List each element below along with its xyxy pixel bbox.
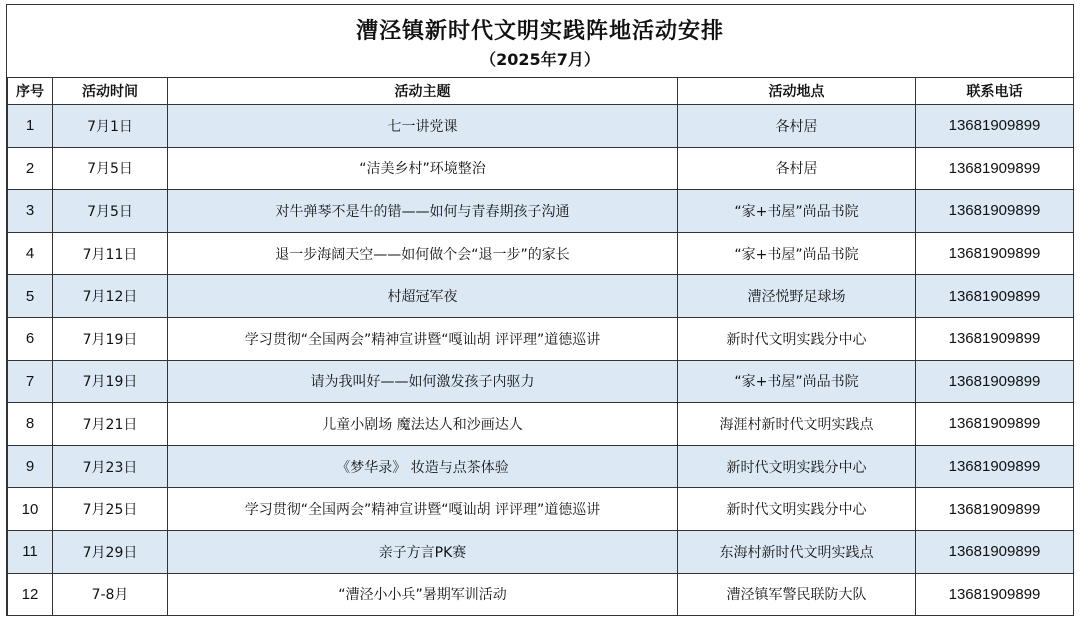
table-header-row bbox=[8, 78, 1074, 105]
row-date: 7月19日 bbox=[53, 360, 168, 403]
row-place: 东海村新时代文明实践点 bbox=[678, 530, 916, 573]
table-row bbox=[8, 488, 1074, 531]
header-date: 活动时间 bbox=[53, 78, 168, 105]
table-row bbox=[8, 445, 1074, 488]
row-no: 11 bbox=[8, 530, 53, 573]
row-date: 7月19日 bbox=[53, 317, 168, 360]
row-place: 新时代文明实践分中心 bbox=[678, 488, 916, 531]
row-no: 10 bbox=[8, 488, 53, 531]
row-phone: 13681909899 bbox=[916, 360, 1074, 403]
row-place: 各村居 bbox=[678, 105, 916, 148]
row-no: 7 bbox=[8, 360, 53, 403]
header-place: 活动地点 bbox=[678, 78, 916, 105]
header-topic: 活动主题 bbox=[168, 78, 678, 105]
table-row bbox=[8, 105, 1074, 148]
row-topic: 七一讲党课 bbox=[168, 105, 678, 148]
row-no: 1 bbox=[8, 105, 53, 148]
schedule-sheet bbox=[6, 4, 1074, 616]
row-no: 8 bbox=[8, 403, 53, 446]
row-no: 6 bbox=[8, 317, 53, 360]
row-date: 7-8月 bbox=[53, 573, 168, 616]
row-place: 漕泾镇军警民联防大队 bbox=[678, 573, 916, 616]
row-date: 7月23日 bbox=[53, 445, 168, 488]
row-date: 7月5日 bbox=[53, 190, 168, 233]
table-row bbox=[8, 147, 1074, 190]
row-topic: 退一步海阔天空——如何做个会“退一步”的家长 bbox=[168, 232, 678, 275]
row-date: 7月11日 bbox=[53, 232, 168, 275]
table-row bbox=[8, 232, 1074, 275]
page-title: 漕泾镇新时代文明实践阵地活动安排 bbox=[355, 19, 724, 44]
row-phone: 13681909899 bbox=[916, 488, 1074, 531]
table-row bbox=[8, 275, 1074, 318]
row-date: 7月25日 bbox=[53, 488, 168, 531]
row-topic: 儿童小剧场 魔法达人和沙画达人 bbox=[168, 403, 678, 446]
row-no: 9 bbox=[8, 445, 53, 488]
row-date: 7月21日 bbox=[53, 403, 168, 446]
row-place: 新时代文明实践分中心 bbox=[678, 445, 916, 488]
row-date: 7月5日 bbox=[53, 147, 168, 190]
row-phone: 13681909899 bbox=[916, 403, 1074, 446]
row-phone: 13681909899 bbox=[916, 530, 1074, 573]
row-topic: “漕泾小小兵”暑期军训活动 bbox=[168, 573, 678, 616]
row-phone: 13681909899 bbox=[916, 445, 1074, 488]
row-phone: 13681909899 bbox=[916, 147, 1074, 190]
row-phone: 13681909899 bbox=[916, 275, 1074, 318]
row-place: 海涯村新时代文明实践点 bbox=[678, 403, 916, 446]
table-row bbox=[8, 530, 1074, 573]
header-phone: 联系电话 bbox=[916, 78, 1074, 105]
schedule-table bbox=[7, 77, 1074, 616]
row-no: 4 bbox=[8, 232, 53, 275]
table-row bbox=[8, 573, 1074, 616]
row-place: 各村居 bbox=[678, 147, 916, 190]
row-topic: 学习贯彻“全国两会”精神宣讲暨“嘎讪胡 评评理”道德巡讲 bbox=[168, 317, 678, 360]
row-topic: 村超冠军夜 bbox=[168, 275, 678, 318]
row-no: 5 bbox=[8, 275, 53, 318]
row-place: 新时代文明实践分中心 bbox=[678, 317, 916, 360]
row-no: 3 bbox=[8, 190, 53, 233]
table-row bbox=[8, 190, 1074, 233]
row-phone: 13681909899 bbox=[916, 317, 1074, 360]
row-no: 12 bbox=[8, 573, 53, 616]
row-place: 漕泾悦野足球场 bbox=[678, 275, 916, 318]
table-row bbox=[8, 317, 1074, 360]
row-date: 7月1日 bbox=[53, 105, 168, 148]
row-topic: 亲子方言PK赛 bbox=[168, 530, 678, 573]
row-topic: 对牛弹琴不是牛的错——如何与青春期孩子沟通 bbox=[168, 190, 678, 233]
row-topic: 学习贯彻“全国两会”精神宣讲暨“嘎讪胡 评评理”道德巡讲 bbox=[168, 488, 678, 531]
row-phone: 13681909899 bbox=[916, 105, 1074, 148]
row-topic: 《梦华录》 妆造与点茶体验 bbox=[168, 445, 678, 488]
row-phone: 13681909899 bbox=[916, 232, 1074, 275]
row-date: 7月29日 bbox=[53, 530, 168, 573]
row-place: “家+书屋”尚品书院 bbox=[678, 360, 916, 403]
row-topic: “洁美乡村”环境整治 bbox=[168, 147, 678, 190]
row-phone: 13681909899 bbox=[916, 573, 1074, 616]
row-date: 7月12日 bbox=[53, 275, 168, 318]
row-topic: 请为我叫好——如何激发孩子内驱力 bbox=[168, 360, 678, 403]
table-row bbox=[8, 360, 1074, 403]
row-no: 2 bbox=[8, 147, 53, 190]
row-phone: 13681909899 bbox=[916, 190, 1074, 233]
row-place: “家+书屋”尚品书院 bbox=[678, 190, 916, 233]
table-row bbox=[8, 403, 1074, 446]
page-subtitle: （2025年7月） bbox=[480, 50, 600, 69]
row-place: “家+书屋”尚品书院 bbox=[678, 232, 916, 275]
header-no: 序号 bbox=[8, 78, 53, 105]
